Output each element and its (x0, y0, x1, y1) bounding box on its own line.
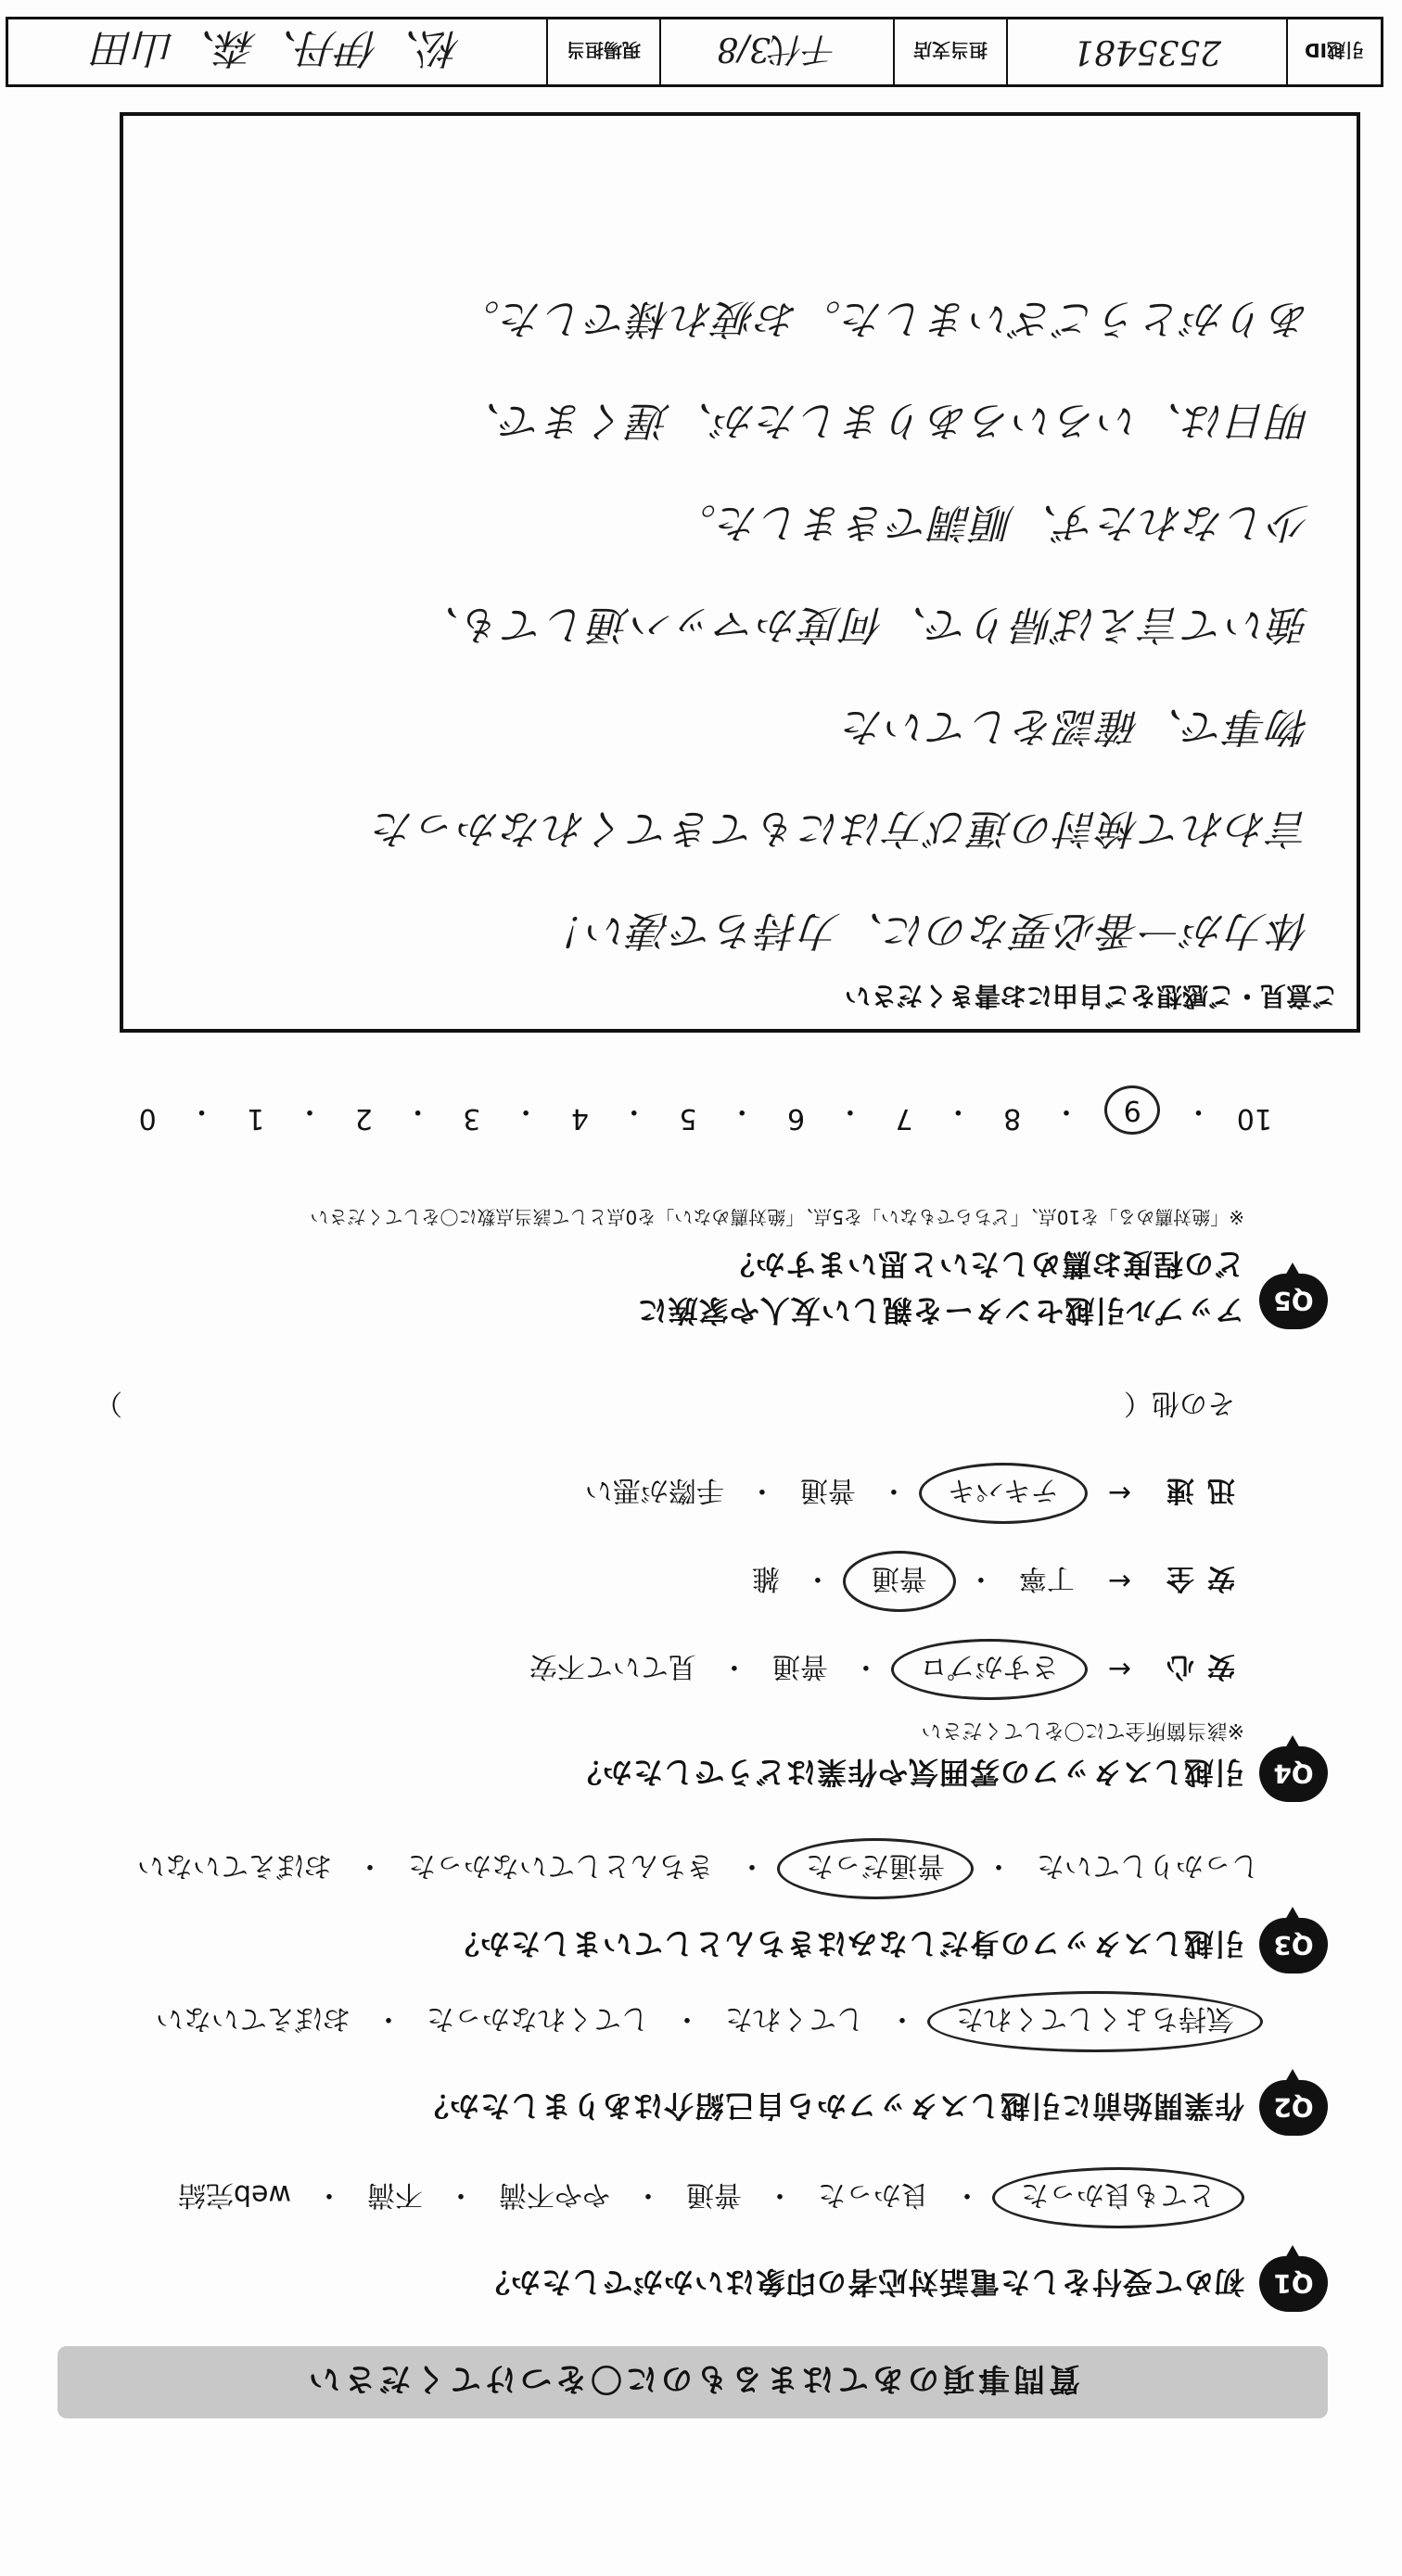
comment-line: 少しなれたず、順調できました。 (673, 499, 1310, 546)
q4-row-anzen: 安全 ← 丁寧 ・ 普通 ・ 雑 (739, 1551, 1235, 1612)
scale-option[interactable]: 6 (787, 1102, 806, 1135)
q5-question-line2: どの程度お薦めしたいと思いますか？ (723, 1247, 1244, 1282)
scale-option[interactable]: 5 (679, 1102, 697, 1135)
q1-option[interactable]: 不満 (367, 2178, 423, 2211)
comment-box[interactable] (120, 112, 1360, 1033)
q1-badge: Q1 (1259, 2256, 1328, 2312)
scale-option[interactable]: 10 (1236, 1102, 1272, 1135)
q2-options: 気持ちよくしてくれた ・ してくれた ・ してくれなかった ・ おぼえていない (143, 1991, 1263, 2052)
q2-option-selected[interactable]: 気持ちよくしてくれた (927, 1991, 1263, 2052)
q4-row-label: 安全 (1153, 1562, 1235, 1594)
q4-row-label: 迅速 (1153, 1474, 1235, 1506)
q4-option[interactable]: 雑 (751, 1562, 780, 1594)
id-value-cell: 2535481 (1006, 19, 1286, 84)
q5-question-line1: アップル引越センターを親しい友人や家族に (636, 1293, 1244, 1328)
comment-line: 体力が一番必要なのに、力持ちで凄い！ (542, 907, 1310, 954)
q4-other-label: その他（ (1124, 1387, 1235, 1419)
q1-question: 初めて受付をした電話対応者の印象はいかがでしたか？ (478, 2265, 1244, 2300)
arrow-left-icon: ← (1107, 1653, 1131, 1686)
comment-line: 物事で、確認をしていた (841, 703, 1310, 750)
comment-line: 明日は、いろいろありましたが、遅くまで、 (457, 397, 1310, 444)
comment-line: ありがとうございました。お疲れ様でした。 (457, 295, 1310, 342)
q3-option[interactable]: おぼえていない (137, 1849, 332, 1882)
q4-option-selected[interactable]: さすがプロ (891, 1639, 1088, 1700)
header-table (6, 17, 1383, 87)
scale-dot: ・ (1052, 1095, 1080, 1127)
arrow-left-icon: ← (1107, 1565, 1131, 1598)
scale-dot: ・ (512, 1095, 541, 1127)
scale-dot: ・ (835, 1095, 864, 1127)
scale-dot: ・ (728, 1095, 757, 1127)
scale-dot: ・ (403, 1095, 432, 1127)
q2-question: 作業開始前に引越しスタッフから自己紹介はありましたか？ (417, 2088, 1244, 2124)
scale-option[interactable]: 7 (895, 1102, 913, 1135)
q4-option-selected[interactable]: 普通 (843, 1551, 956, 1612)
leader-label-cell: 現場担当 (546, 19, 659, 84)
q4-other (95, 1386, 1235, 1427)
q1-option-selected[interactable]: とても良かった (992, 2167, 1244, 2228)
scale-dot: ・ (1184, 1095, 1213, 1127)
q3-option[interactable]: きちんとしていなかった (408, 1849, 714, 1882)
scale-option[interactable]: 4 (570, 1102, 589, 1135)
q4-other-close: ） (95, 1387, 122, 1419)
q1-options: とても良かった ・ 良かった ・ 普通 ・ やや不満 ・ 不満 ・ web完結 (165, 2167, 1244, 2228)
q4-option[interactable]: 見ていて不安 (529, 1650, 696, 1682)
instruction-bar: 質問事項のあてはまるものに〇をつけてください (57, 2346, 1328, 2418)
q3-question: 引越しスタッフの身だしなみはきちんとしていましたか？ (448, 1926, 1244, 1961)
q1-option[interactable]: やや不満 (499, 2178, 610, 2211)
q4-row-label: 安心 (1153, 1650, 1235, 1682)
leader-value-cell: 松、伊丹、森、山田 (94, 24, 461, 71)
scale-option[interactable]: 8 (1003, 1102, 1022, 1135)
scale-dot: ・ (296, 1095, 325, 1127)
q4-question: 引越しスタッフの雰囲気や作業はどうでしたか？ (570, 1755, 1244, 1790)
q2-option[interactable]: してくれた (725, 2002, 864, 2035)
branch-label-cell: 担当支店 (893, 19, 1006, 84)
scale-option[interactable]: 3 (463, 1102, 481, 1135)
q5-scale (132, 1085, 1272, 1135)
branch-value-cell: 千代3/8 (659, 19, 893, 84)
q4-badge: Q4 (1259, 1746, 1328, 1802)
scale-option-selected[interactable]: 9 (1104, 1085, 1160, 1135)
comment-line: 強いて言えば帰りで、何度かマッハ通しても、 (416, 601, 1310, 648)
scale-dot: ・ (944, 1095, 973, 1127)
scale-dot: ・ (187, 1095, 216, 1127)
scale-dot: ・ (619, 1095, 648, 1127)
arrow-left-icon: ← (1107, 1477, 1131, 1510)
q2-option[interactable]: してくれなかった (427, 2002, 649, 2035)
comment-line: 言われて検討の運び方はにもてきてくれなかった (372, 805, 1310, 852)
q5-badge: Q5 (1259, 1274, 1328, 1329)
q4-row-jinsoku: 迅速 ← テキパキ ・ 普通 ・ 手際が悪い (572, 1463, 1235, 1524)
q3-options: しっかりしていた ・ 普通だった ・ きちんとしていなかった ・ おぼえていない (124, 1838, 1272, 1899)
q4-row-anshin: 安心 ← さすがプロ ・ 普通 ・ 見ていて不安 (516, 1639, 1235, 1700)
q3-option-selected[interactable]: 普通だった (777, 1838, 974, 1899)
id-label-cell: 引越ID (1286, 19, 1381, 84)
q3-option[interactable]: しっかりしていた (1037, 1849, 1259, 1882)
q4-option[interactable]: 普通 (799, 1474, 856, 1506)
q4-note: ※該当箇所全てに〇をしてください (921, 1719, 1244, 1742)
q2-option[interactable]: おぼえていない (156, 2002, 350, 2035)
scale-option[interactable]: 2 (354, 1102, 373, 1135)
q2-badge: Q2 (1259, 2080, 1328, 2136)
q3-badge: Q3 (1259, 1918, 1328, 1973)
scale-option[interactable]: 0 (138, 1102, 157, 1135)
q1-option[interactable]: 良かった (818, 2178, 929, 2211)
scale-option[interactable]: 1 (247, 1102, 265, 1135)
q4-option[interactable]: 普通 (771, 1650, 828, 1682)
q1-option[interactable]: web完結 (177, 2178, 291, 2211)
q1-option[interactable]: 普通 (686, 2178, 742, 2211)
q4-option[interactable]: 手際が悪い (584, 1474, 724, 1506)
comment-label: ご意見・ご感想をご自由にお書きください (844, 981, 1338, 1011)
q5-note: ※「絶対薦める」を10点、「どちらでもない」を5点、「絶対薦めない」を0点として該当点数に〇をしてください (310, 1206, 1244, 1228)
q4-option[interactable]: 丁寧 (1018, 1562, 1075, 1594)
q4-option-selected[interactable]: テキパキ (919, 1463, 1088, 1524)
